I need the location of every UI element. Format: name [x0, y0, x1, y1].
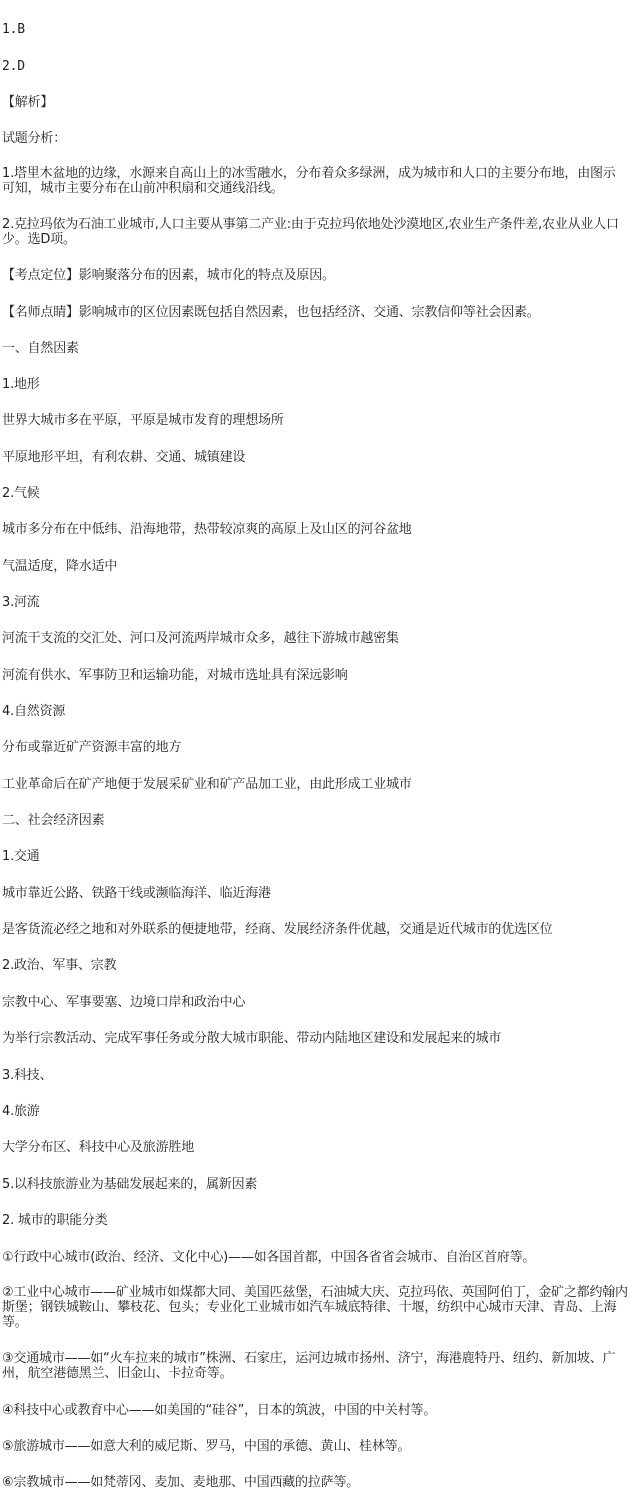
body-line: 大学分布区、科技中心及旅游胜地: [2, 1140, 195, 1155]
analysis-subheading: 试题分析：: [2, 131, 67, 146]
section-heading: 2. 城市的职能分类: [2, 1213, 108, 1228]
subsection-heading: 1.交通: [2, 849, 40, 864]
body-line: 工业革命后在矿产地便于发展采矿业和矿产品加工业，由此形成工业城市: [2, 777, 412, 792]
subsection-heading: 4.旅游: [2, 1104, 40, 1119]
subsection-heading: 4.自然资源: [2, 704, 66, 719]
answer-2: 2.D: [2, 59, 25, 74]
body-line: 城市靠近公路、铁路干线或濒临海洋、临近海港: [2, 886, 271, 901]
city-type-item: ④科技中心或教育中心——如美国的“硅谷”，日本的筑波，中国的中关村等。: [2, 1403, 437, 1418]
body-line: 城市多分布在中低纬、沿海地带，热带较凉爽的高原上及山区的河谷盆地: [2, 522, 412, 537]
city-type-item: ⑥宗教城市——如梵蒂冈、麦加、麦地那、中国西藏的拉萨等。: [2, 1475, 360, 1490]
body-line: 河流干支流的交汇处、河口及河流两岸城市众多，越往下游城市越密集: [2, 631, 399, 646]
city-type-item: ③交通城市——如“火车拉来的城市”株洲、石家庄，运河边城市扬州、济宁，海港鹿特丹、纽约、新加坡、广州，航空港德黑兰、旧金山、卡拉奇等。: [2, 1351, 616, 1381]
subsection-heading: 3.科技、: [2, 1068, 53, 1083]
body-line: 气温适度，降水适中: [2, 559, 118, 574]
subsection-heading: 1.地形: [2, 377, 40, 392]
kaodian-note: 【考点定位】影响聚落分布的因素，城市化的特点及原因。: [2, 268, 335, 283]
analysis-point-2: 2.克拉玛依为石油工业城市,人口主要从事第二产业:由于克拉玛依地处沙漠地区,农业生产条件差,农业从业人口少。选D项。: [2, 217, 619, 247]
city-type-item: ①行政中心城市(政治、经济、文化中心)——如各国首都，中国各省省会城市、自治区首府等。: [2, 1250, 536, 1265]
section-heading: 一、自然因素: [2, 341, 79, 356]
body-line: 5.以科技旅游业为基础发展起来的，属新因素: [2, 1177, 258, 1192]
subsection-heading: 3.河流: [2, 595, 40, 610]
body-line: 是客货流必经之地和对外联系的便捷地带，经商、发展经济条件优越，交通是近代城市的优选区位: [2, 922, 553, 937]
body-line: 河流有供水、军事防卫和运输功能，对城市选址具有深远影响: [2, 668, 348, 683]
mingshi-note: 【名师点睛】影响城市的区位因素既包括自然因素，也包括经济、交通、宗教信仰等社会因素。: [2, 305, 540, 320]
body-line: 分布或靠近矿产资源丰富的地方: [2, 740, 182, 755]
city-type-item: ②工业中心城市——矿业城市如煤都大同、美国匹兹堡，石油城大庆、克拉玛依、英国阿伯丁，金矿之都约翰内斯堡；钢铁城鞍山、攀枝花、包头；专业化工业城市如汽车城底特律、十堰，纺织中心城市天津、青岛、上海等。: [2, 1285, 628, 1330]
body-line: 为举行宗教活动、完成军事任务或分散大城市职能、带动内陆地区建设和发展起来的城市: [2, 1031, 502, 1046]
body-line: 平原地形平坦，有利农耕、交通、城镇建设: [2, 450, 246, 465]
city-type-item: ⑤旅游城市——如意大利的威尼斯、罗马，中国的承德、黄山、桂林等。: [2, 1439, 411, 1454]
body-line: 宗教中心、军事要塞、边境口岸和政治中心: [2, 995, 246, 1010]
section-heading: 二、社会经济因素: [2, 813, 105, 828]
analysis-point-1: 1.塔里木盆地的边缘，水源来自高山上的冰雪融水，分布着众多绿洲，成为城市和人口的主要分布地，由图示可知，城市主要分布在山前冲积扇和交通线沿线。: [2, 166, 616, 196]
body-line: 世界大城市多在平原，平原是城市发育的理想场所: [2, 413, 284, 428]
subsection-heading: 2.气候: [2, 486, 40, 501]
answer-1: 1.B: [2, 22, 25, 37]
analysis-heading: 【解析】: [2, 95, 54, 110]
subsection-heading: 2.政治、军事、宗教: [2, 958, 117, 973]
